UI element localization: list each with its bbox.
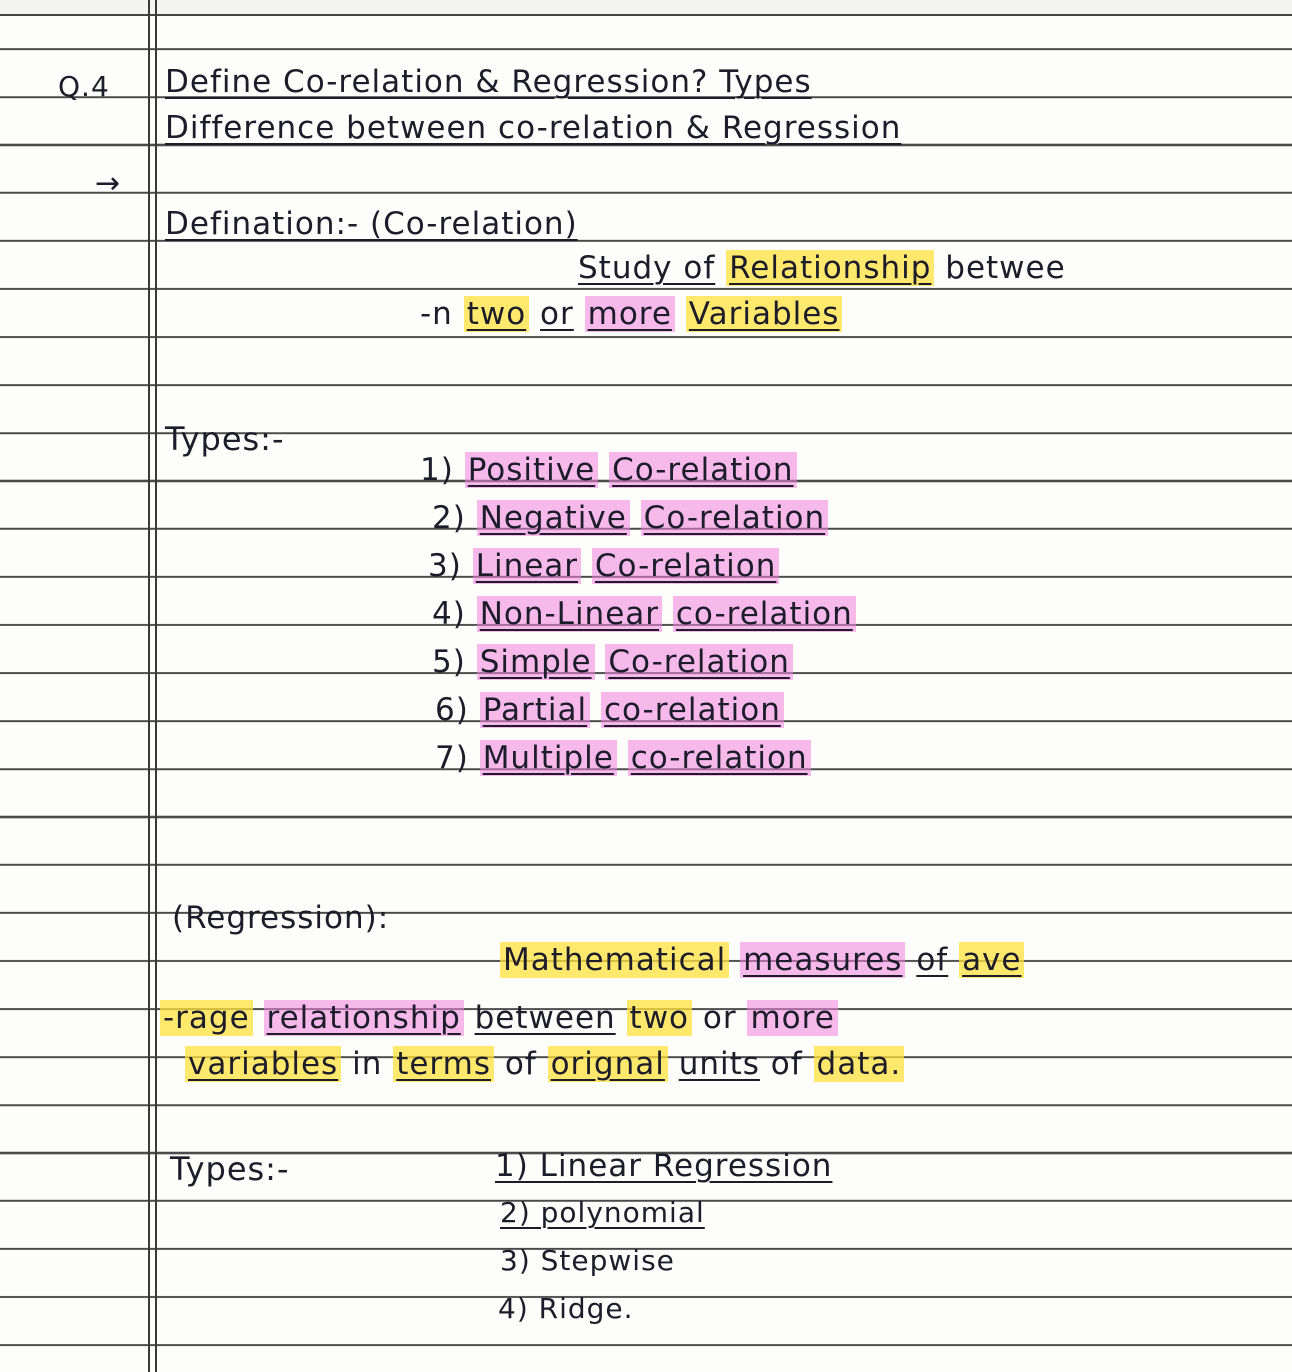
reg-units: units — [678, 1046, 760, 1082]
reg-of-1: of — [504, 1046, 537, 1082]
page-top-edge — [0, 0, 1292, 16]
correlation-heading: Defination:- (Co-relation) — [165, 206, 578, 242]
regression-type-item: 3) Stepwise — [500, 1244, 675, 1277]
def-line2-prefix: -n — [420, 296, 453, 332]
margin-line — [155, 0, 157, 1372]
def-line2-more: more — [585, 296, 675, 332]
type-number: 5) — [432, 644, 466, 680]
question-number: Q.4 — [58, 70, 110, 103]
regression-type-item: 2) polynomial — [500, 1196, 705, 1229]
type-rest: Co-relation — [609, 452, 797, 488]
reg-of: of — [916, 942, 949, 978]
reg-measures: measures — [740, 942, 905, 978]
correlation-type-item — [435, 740, 811, 776]
reg-mathematical: Mathematical — [500, 942, 729, 978]
reg-relationship: relationship — [264, 1000, 464, 1036]
type-rest: Co-relation — [605, 644, 793, 680]
type-name: Non-Linear — [477, 596, 662, 632]
correlation-type-item — [428, 548, 779, 584]
reg-orignal: orignal — [548, 1046, 668, 1082]
reg-between: between — [474, 1000, 616, 1036]
correlation-type-item — [432, 500, 828, 536]
reg-of-2: of — [770, 1046, 803, 1082]
def-line2-variables: Variables — [686, 296, 843, 332]
question-line-1: Define Co-relation & Regression? Types — [165, 64, 812, 100]
type-name: Partial — [480, 692, 590, 728]
correlation-type-item — [432, 596, 856, 632]
margin-line — [148, 0, 150, 1372]
type-number: 3) — [428, 548, 462, 584]
regression-def-line-2 — [160, 1000, 838, 1036]
reg-in: in — [352, 1046, 383, 1082]
regression-types-label: Types:- — [170, 1150, 290, 1188]
correlation-type-item — [435, 692, 784, 728]
reg-rage: -rage — [160, 1000, 253, 1036]
type-number: 2) — [432, 500, 466, 536]
def-line2-or: or — [540, 296, 574, 332]
type-rest: co-relation — [673, 596, 856, 632]
type-name: Linear — [473, 548, 581, 584]
reg-more: more — [747, 1000, 837, 1036]
regression-type-item: 4) Ridge. — [498, 1292, 634, 1325]
regression-heading: (Regression): — [172, 900, 390, 936]
correlation-def-line-2 — [420, 296, 842, 332]
type-number: 7) — [435, 740, 469, 776]
regression-def-line-1 — [500, 942, 1024, 978]
type-number: 4) — [432, 596, 466, 632]
type-number: 1) — [420, 452, 454, 488]
type-name: Negative — [477, 500, 630, 536]
regression-type-item: 1) Linear Regression — [495, 1148, 833, 1184]
type-rest: Co-relation — [592, 548, 780, 584]
arrow-icon: → — [95, 166, 122, 201]
correlation-type-item — [420, 452, 797, 488]
question-line-2: Difference between co-relation & Regression — [165, 110, 902, 146]
reg-or: or — [702, 1000, 737, 1036]
type-name: Simple — [477, 644, 595, 680]
def-line2-two: two — [464, 296, 529, 332]
regression-def-line-3 — [185, 1046, 904, 1082]
type-number: 6) — [435, 692, 469, 728]
type-name: Multiple — [480, 740, 617, 776]
def-prefix: Study of — [578, 250, 716, 286]
reg-two: two — [627, 1000, 692, 1036]
def-highlight: Relationship — [726, 250, 934, 286]
correlation-types-label: Types:- — [165, 420, 285, 458]
reg-variables: variables — [185, 1046, 341, 1082]
type-name: Positive — [465, 452, 599, 488]
correlation-def-line-1 — [578, 250, 1066, 286]
reg-ave: ave — [959, 942, 1024, 978]
correlation-type-item — [432, 644, 793, 680]
type-rest: co-relation — [601, 692, 784, 728]
reg-data: data. — [814, 1046, 905, 1082]
reg-terms: terms — [393, 1046, 494, 1082]
type-rest: Co-relation — [641, 500, 829, 536]
def-suffix: betwee — [945, 250, 1066, 286]
type-rest: co-relation — [628, 740, 811, 776]
